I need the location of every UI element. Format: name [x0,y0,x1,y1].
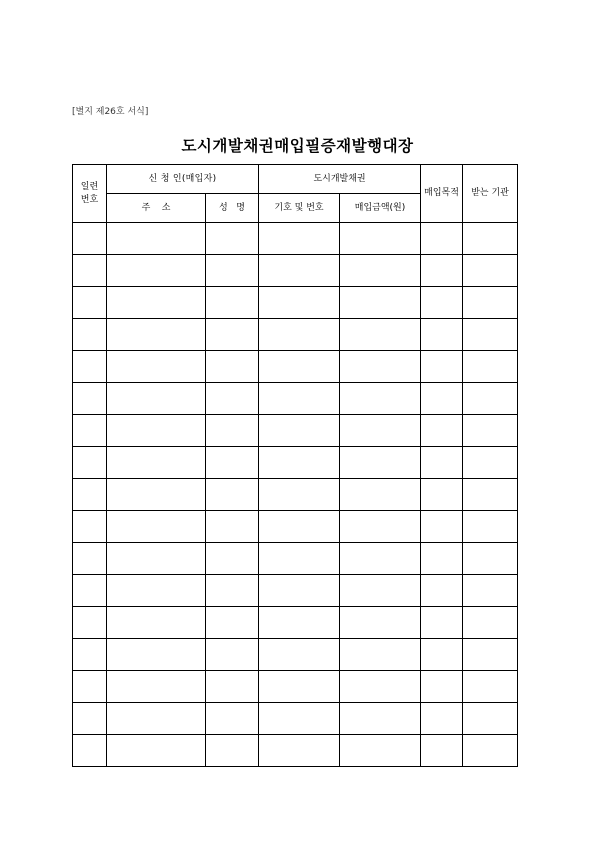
cell-purpose [421,479,463,511]
cell-bond-code [259,447,340,479]
cell-serial [73,671,107,703]
cell-purpose [421,255,463,287]
cell-address [107,351,206,383]
header-bond-amount: 매입금액(원) [340,194,421,223]
cell-bond-amount [340,287,421,319]
cell-name [206,511,259,543]
cell-purpose [421,511,463,543]
cell-serial [73,639,107,671]
header-bond-code: 기호 및 번호 [259,194,340,223]
cell-name [206,287,259,319]
header-name: 성 명 [206,194,259,223]
cell-bond-amount [340,383,421,415]
cell-recipient [463,639,518,671]
cell-bond-code [259,479,340,511]
table-row [73,671,518,703]
table-body [73,223,518,767]
cell-name [206,319,259,351]
cell-bond-amount [340,543,421,575]
cell-bond-code [259,607,340,639]
cell-bond-code [259,671,340,703]
cell-bond-code [259,383,340,415]
cell-recipient [463,383,518,415]
cell-bond-amount [340,479,421,511]
cell-recipient [463,223,518,255]
cell-serial [73,735,107,767]
table-row [73,447,518,479]
page-title: 도시개발채권매입필증재발행대장 [181,137,414,155]
cell-name [206,607,259,639]
header-purpose: 매입목적 [421,165,463,223]
header-applicant: 신 청 인(매입자) [107,165,259,194]
cell-serial [73,447,107,479]
cell-bond-code [259,287,340,319]
table-row [73,415,518,447]
table-row [73,223,518,255]
cell-bond-code [259,223,340,255]
cell-bond-code [259,319,340,351]
cell-purpose [421,383,463,415]
table-row [73,319,518,351]
cell-bond-code [259,415,340,447]
table-row [73,383,518,415]
cell-address [107,575,206,607]
cell-bond-amount [340,511,421,543]
cell-bond-code [259,351,340,383]
cell-bond-amount [340,607,421,639]
cell-serial [73,319,107,351]
cell-purpose [421,319,463,351]
cell-recipient [463,415,518,447]
cell-name [206,383,259,415]
cell-address [107,735,206,767]
cell-name [206,575,259,607]
cell-serial [73,287,107,319]
table-row [73,511,518,543]
cell-name [206,671,259,703]
cell-bond-code [259,703,340,735]
cell-purpose [421,607,463,639]
cell-recipient [463,287,518,319]
table-row [73,351,518,383]
cell-purpose [421,287,463,319]
table-row [73,543,518,575]
cell-bond-code [259,575,340,607]
cell-serial [73,543,107,575]
cell-purpose [421,671,463,703]
cell-name [206,735,259,767]
cell-name [206,703,259,735]
cell-purpose [421,223,463,255]
cell-recipient [463,703,518,735]
cell-serial [73,255,107,287]
cell-serial [73,383,107,415]
cell-address [107,447,206,479]
table-row [73,479,518,511]
cell-name [206,255,259,287]
cell-bond-code [259,735,340,767]
cell-bond-code [259,511,340,543]
cell-bond-amount [340,319,421,351]
cell-recipient [463,319,518,351]
header-serial-line1: 일련 [80,181,99,192]
cell-serial [73,607,107,639]
cell-address [107,255,206,287]
cell-bond-code [259,543,340,575]
cell-address [107,287,206,319]
cell-address [107,479,206,511]
cell-bond-code [259,639,340,671]
header-recipient: 받는 기관 [463,165,518,223]
cell-bond-amount [340,223,421,255]
table-header [73,165,518,223]
cell-name [206,223,259,255]
cell-name [206,415,259,447]
cell-purpose [421,639,463,671]
cell-serial [73,479,107,511]
cell-name [206,639,259,671]
cell-recipient [463,351,518,383]
cell-bond-amount [340,703,421,735]
cell-bond-amount [340,351,421,383]
table-row [73,735,518,767]
cell-recipient [463,671,518,703]
cell-bond-amount [340,575,421,607]
cell-address [107,703,206,735]
cell-serial [73,511,107,543]
cell-address [107,383,206,415]
cell-bond-code [259,255,340,287]
cell-name [206,447,259,479]
cell-purpose [421,447,463,479]
cell-serial [73,351,107,383]
cell-bond-amount [340,415,421,447]
cell-recipient [463,447,518,479]
cell-purpose [421,735,463,767]
cell-address [107,223,206,255]
cell-recipient [463,479,518,511]
header-bond: 도시개발채권 [259,165,421,194]
cell-purpose [421,703,463,735]
table-row [73,703,518,735]
cell-recipient [463,735,518,767]
cell-purpose [421,415,463,447]
cell-recipient [463,511,518,543]
header-serial-number [73,165,107,223]
header-serial-line2: 번호 [80,194,99,205]
cell-address [107,319,206,351]
cell-purpose [421,543,463,575]
table-row [73,639,518,671]
cell-bond-amount [340,671,421,703]
cell-recipient [463,255,518,287]
cell-serial [73,703,107,735]
cell-recipient [463,543,518,575]
cell-bond-amount [340,447,421,479]
cell-address [107,607,206,639]
cell-name [206,543,259,575]
cell-name [206,351,259,383]
cell-address [107,671,206,703]
cell-recipient [463,607,518,639]
header-address: 주 소 [107,194,206,223]
cell-address [107,639,206,671]
table-row [73,575,518,607]
cell-serial [73,415,107,447]
cell-address [107,511,206,543]
cell-address [107,543,206,575]
cell-bond-amount [340,639,421,671]
ledger-table [72,164,518,767]
cell-bond-amount [340,255,421,287]
cell-serial [73,223,107,255]
table-row [73,287,518,319]
cell-name [206,479,259,511]
cell-serial [73,575,107,607]
cell-purpose [421,351,463,383]
table-row [73,607,518,639]
cell-recipient [463,575,518,607]
cell-address [107,415,206,447]
cell-bond-amount [340,735,421,767]
table-row [73,255,518,287]
cell-purpose [421,575,463,607]
form-number-label: [별지 제26호 서식] [72,107,149,117]
